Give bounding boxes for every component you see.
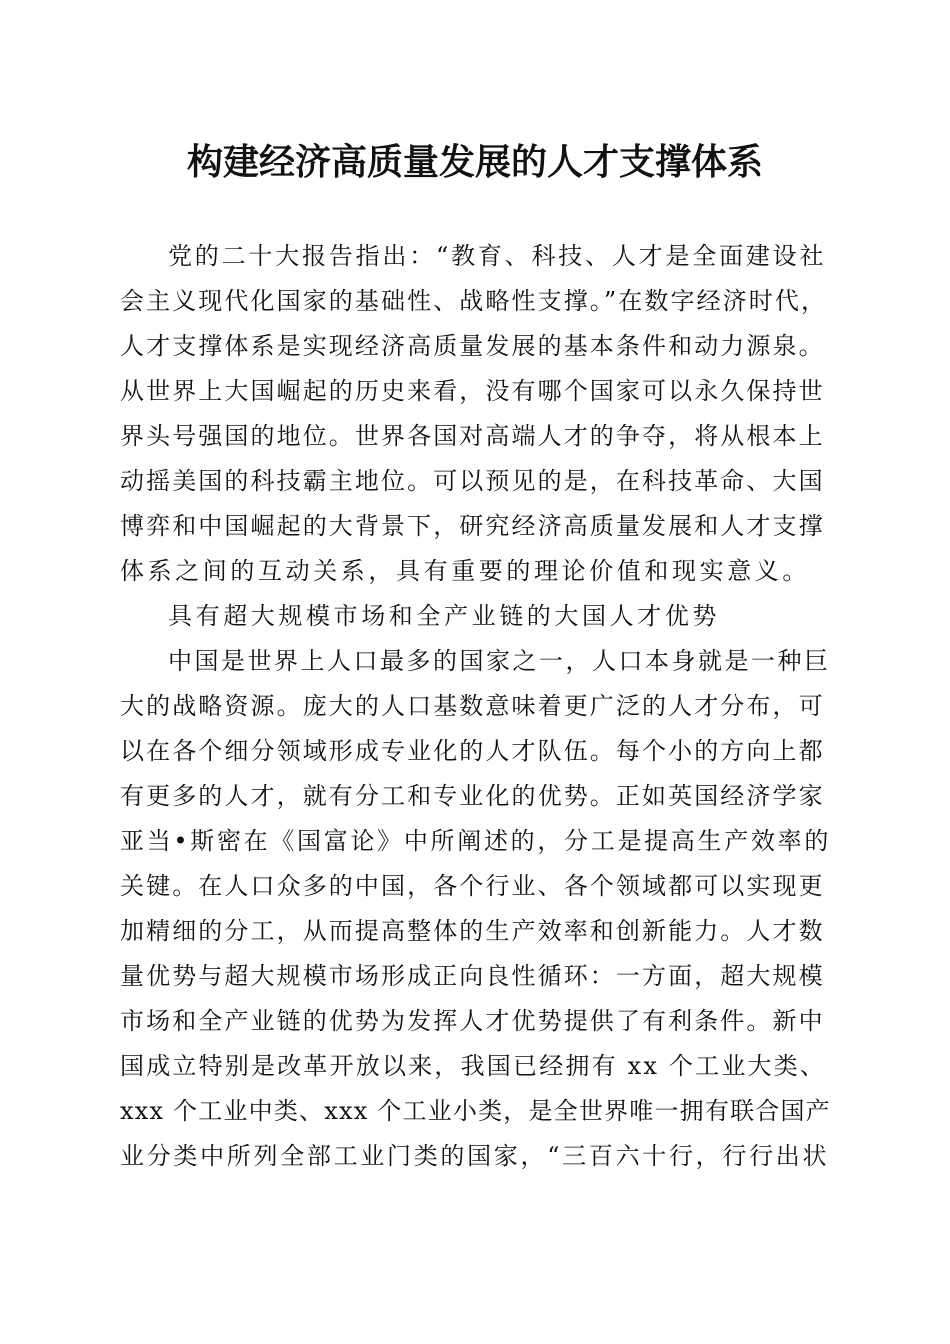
paragraph-line: 人才支撑体系是实现经济高质量发展的基本条件和动力源泉。	[120, 332, 825, 360]
paragraph-line: 有更多的人才，就有分工和专业化的优势。正如英国经济学家	[120, 782, 825, 810]
paragraph-line: 业分类中所列全部工业门类的国家，“三百六十行，行行出状	[120, 1142, 830, 1170]
paragraph-line: 动摇美国的科技霸主地位。可以预见的是，在科技革命、大国	[120, 467, 825, 495]
paragraph-line: 国成立特别是改革开放以来，我国已经拥有 xx 个工业大类、	[120, 1052, 827, 1080]
paragraph-line: 加精细的分工，从而提高整体的生产效率和创新能力。人才数	[120, 917, 825, 945]
document-title: 构建经济高质量发展的人才支撑体系	[186, 141, 763, 183]
paragraph-line: 市场和全产业链的优势为发挥人才优势提供了有利条件。新中	[120, 1007, 825, 1035]
paragraph-line: 界头号强国的地位。世界各国对高端人才的争夺，将从根本上	[120, 422, 825, 450]
paragraph-line: 党的二十大报告指出：“教育、科技、人才是全面建设社	[168, 242, 827, 270]
paragraph-line: 以在各个细分领域形成专业化的人才队伍。每个小的方向上都	[120, 737, 825, 765]
paragraph-line: xxx 个工业中类、xxx 个工业小类，是全世界唯一拥有联合国产	[120, 1097, 831, 1125]
paragraph-line: 会主义现代化国家的基础性、战略性支撑。”在数字经济时代，	[120, 287, 828, 315]
section-heading: 具有超大规模市场和全产业链的大国人才优势	[168, 602, 720, 630]
paragraph-line: 大的战略资源。庞大的人口基数意味着更广泛的人才分布，可	[120, 692, 825, 720]
paragraph-line: 量优势与超大规模市场形成正向良性循环：一方面，超大规模	[120, 962, 825, 990]
paragraph-line: 中国是世界上人口最多的国家之一，人口本身就是一种巨	[168, 647, 831, 675]
paragraph-line: 关键。在人口众多的中国，各个行业、各个领域都可以实现更	[120, 872, 825, 900]
paragraph-line: 亚当•斯密在《国富论》中所阐述的，分工是提高生产效率的	[120, 827, 832, 855]
paragraph-line: 体系之间的互动关系，具有重要的理论价值和现实意义。	[120, 557, 810, 585]
paragraph-line: 从世界上大国崛起的历史来看，没有哪个国家可以永久保持世	[120, 377, 825, 405]
paragraph-line: 博弈和中国崛起的大背景下，研究经济高质量发展和人才支撑	[120, 512, 825, 540]
